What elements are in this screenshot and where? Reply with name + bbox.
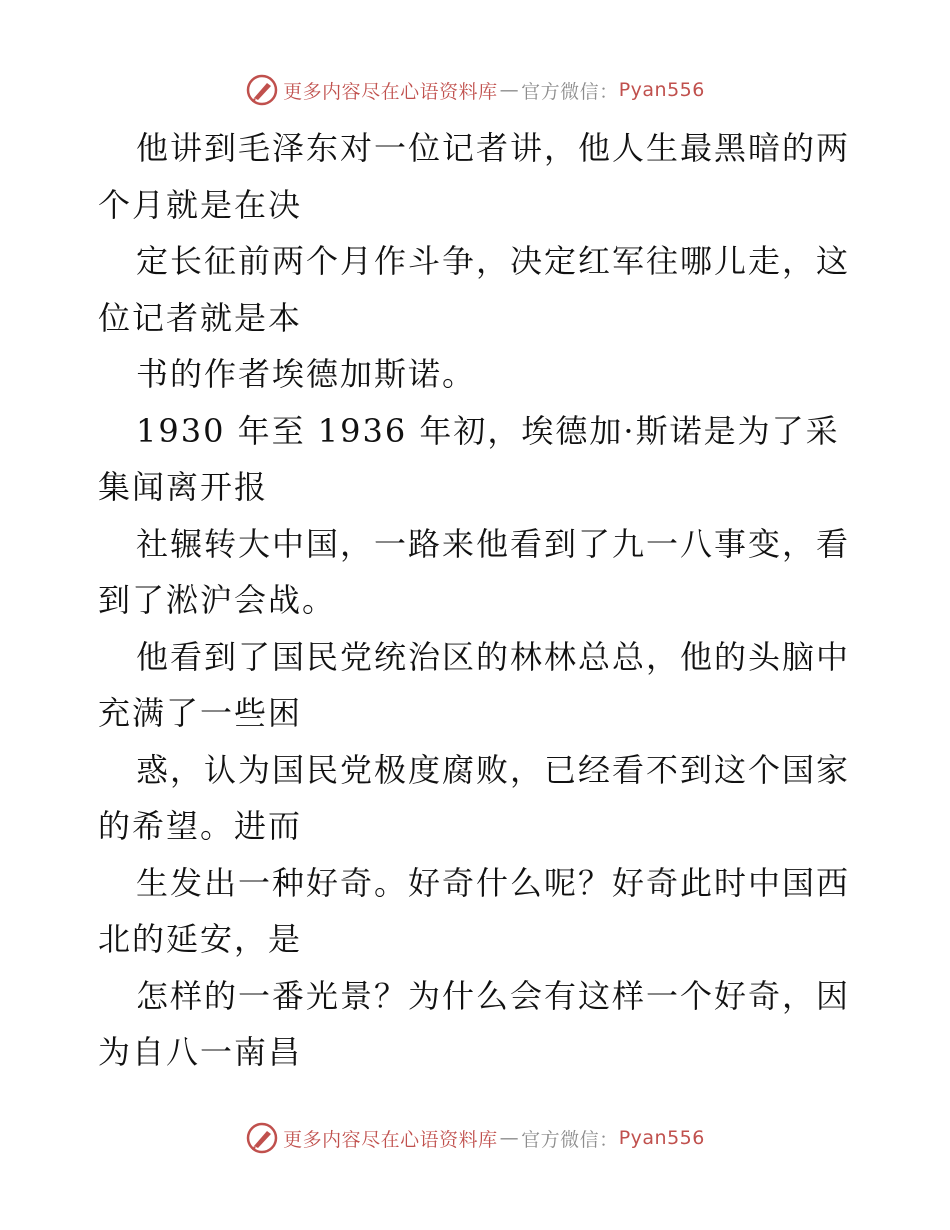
text-line: 的希望。进而 bbox=[98, 807, 303, 845]
text-line: 惑，认为国民党极度腐败，已经看不到这个国家 bbox=[136, 750, 851, 789]
header-banner-text: 更多内容尽在心语资料库 bbox=[283, 80, 498, 103]
text-line: 北的延安，是 bbox=[98, 920, 303, 958]
text-line: 他看到了国民党统治区的林林总总，他的头脑中 bbox=[136, 637, 851, 676]
pen-logo-icon bbox=[245, 73, 279, 107]
text-line: 个月就是在决 bbox=[98, 185, 303, 224]
footer-banner-wechat-id: Pyan556 bbox=[618, 1127, 705, 1149]
text-line: 怎样的一番光景？为什么会有这样一个好奇，因 bbox=[136, 976, 851, 1015]
pen-logo-icon bbox=[245, 1121, 279, 1155]
footer-banner-wechat-label: 官方微信： bbox=[521, 1128, 619, 1151]
header-banner-wechat-id: Pyan556 bbox=[618, 79, 705, 101]
body-text bbox=[98, 120, 858, 1081]
text-line: 书的作者埃德加斯诺。 bbox=[136, 355, 477, 393]
footer-banner-text: 更多内容尽在心语资料库 bbox=[283, 1128, 498, 1151]
text-line: 定长征前两个月作斗争，决定红军往哪儿走，这 bbox=[136, 242, 851, 280]
header-banner-dash: — bbox=[499, 79, 520, 101]
text-line: 他讲到毛泽东对一位记者讲，他人生最黑暗的两 bbox=[136, 129, 851, 167]
text-line: 1930 年至 1936 年初，埃德加·斯诺是为了采 bbox=[136, 411, 840, 450]
header-banner bbox=[0, 70, 950, 110]
text-line: 到了淞沪会战。 bbox=[98, 581, 337, 619]
footer-banner-dash: — bbox=[499, 1127, 520, 1149]
text-line: 集闻离开报 bbox=[98, 468, 269, 506]
text-line: 为自八一南昌 bbox=[98, 1033, 303, 1071]
text-line: 生发出一种好奇。好奇什么呢？好奇此时中国西 bbox=[136, 863, 851, 902]
text-line: 充满了一些困 bbox=[98, 694, 303, 732]
text-line: 位记者就是本 bbox=[98, 298, 303, 337]
footer-banner bbox=[0, 1118, 950, 1158]
text-line: 社辗转大中国，一路来他看到了九一八事变，看 bbox=[136, 524, 851, 563]
header-banner-wechat-label: 官方微信： bbox=[521, 80, 619, 103]
